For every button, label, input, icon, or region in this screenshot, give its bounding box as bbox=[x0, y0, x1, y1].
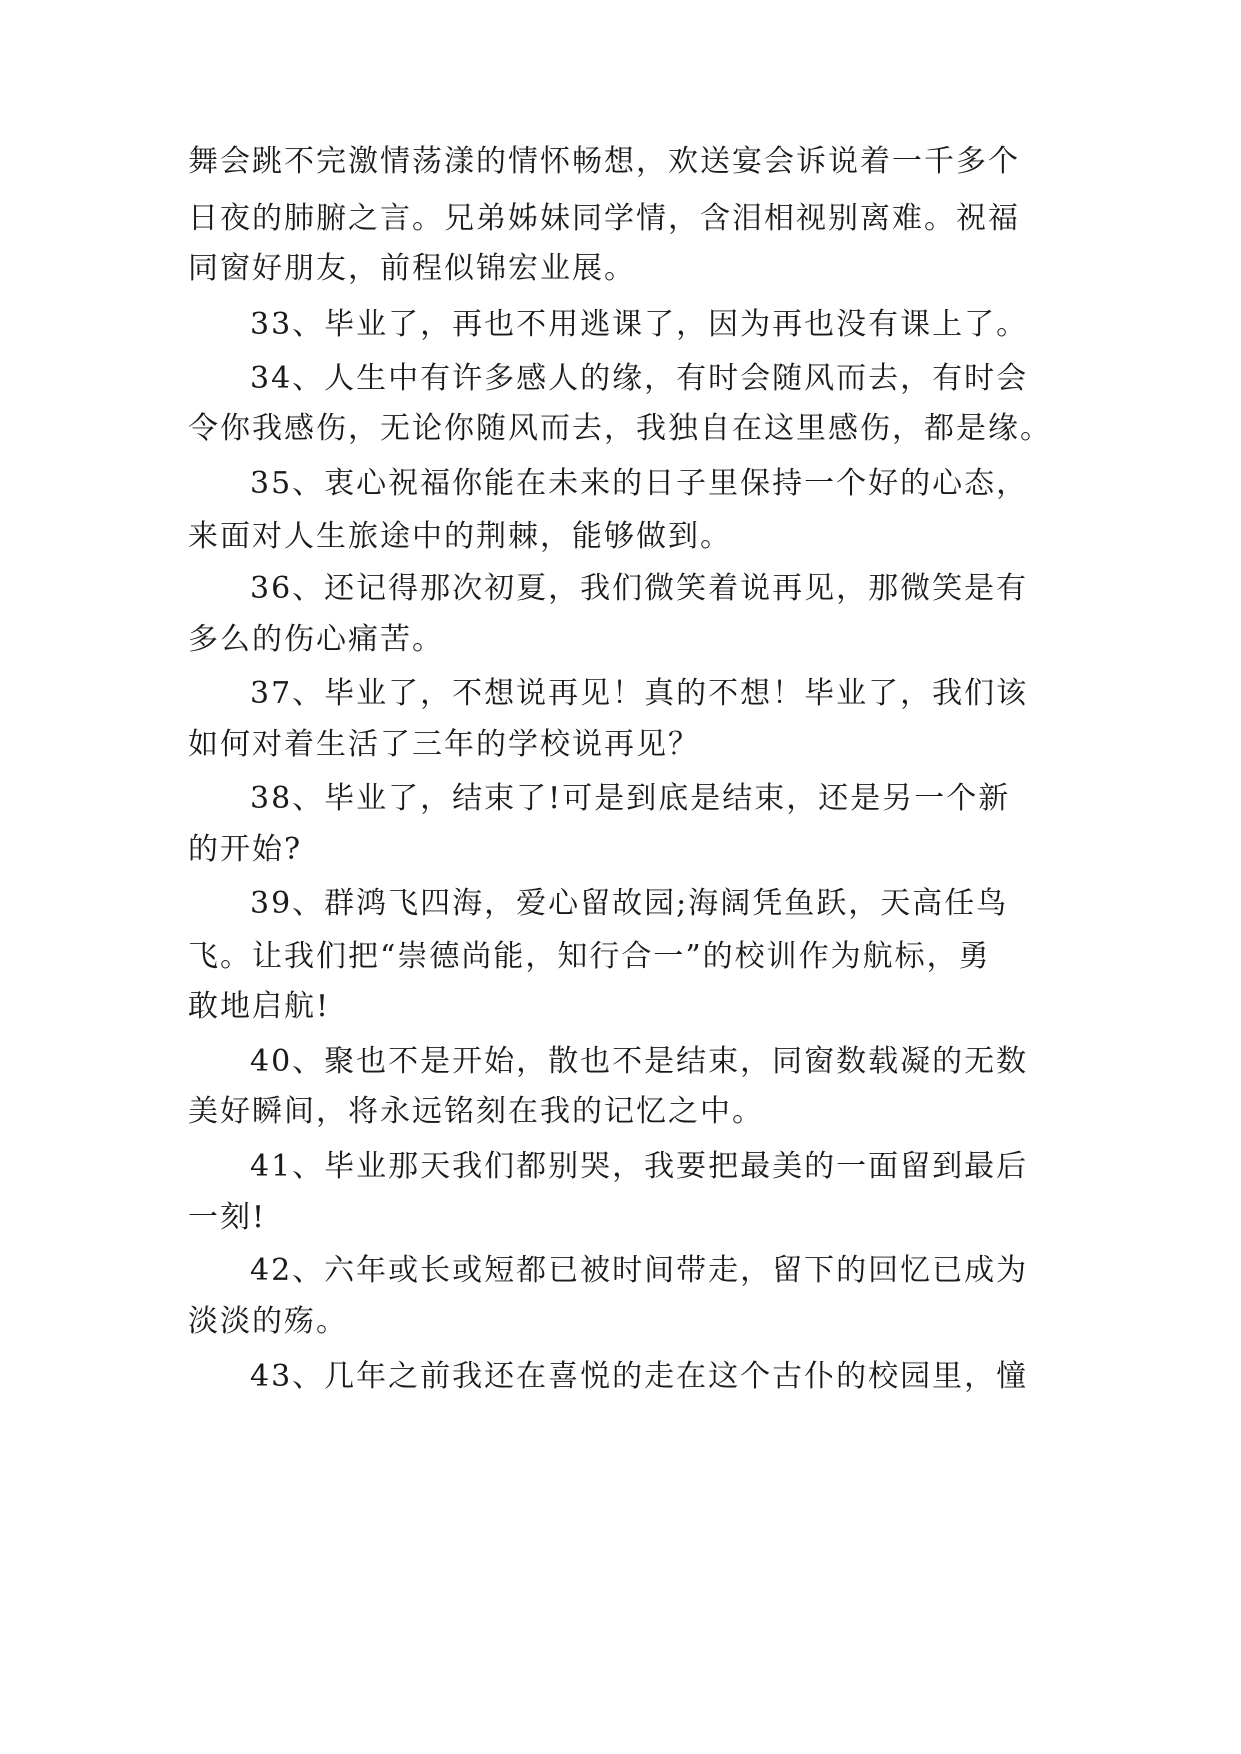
text-line: 淡淡的殇。 bbox=[188, 1304, 348, 1339]
text-line: 来面对人生旅途中的荆棘，能够做到。 bbox=[188, 519, 732, 554]
text-line: 一刻! bbox=[188, 1200, 267, 1235]
text-line: 同窗好朋友，前程似锦宏业展。 bbox=[188, 251, 636, 286]
text-line: 的开始? bbox=[188, 832, 303, 867]
text-line: 37、毕业了，不想说再见！真的不想！毕业了，我们该 bbox=[250, 676, 1029, 711]
text-line: 42、六年或长或短都已被时间带走，留下的回忆已成为 bbox=[250, 1253, 1029, 1288]
text-line: 40、聚也不是开始，散也不是结束，同窗数载凝的无数 bbox=[250, 1044, 1029, 1079]
text-line: 41、毕业那天我们都别哭，我要把最美的一面留到最后 bbox=[250, 1149, 1029, 1184]
text-line: 39、群鸿飞四海，爱心留故园;海阔凭鱼跃，天高任鸟 bbox=[250, 886, 1009, 921]
text-line: 飞。让我们把“崇德尚能，知行合一”的校训作为航标，勇 bbox=[188, 939, 991, 974]
text-line: 日夜的肺腑之言。兄弟姊妹同学情，含泪相视别离难。祝福 bbox=[188, 201, 1020, 236]
text-line: 舞会跳不完激情荡漾的情怀畅想，欢送宴会诉说着一千多个 bbox=[188, 144, 1020, 179]
text-line: 43、几年之前我还在喜悦的走在这个古仆的校园里，憧 bbox=[250, 1359, 1029, 1394]
text-line: 36、还记得那次初夏，我们微笑着说再见，那微笑是有 bbox=[250, 571, 1029, 606]
text-line: 38、毕业了，结束了!可是到底是结束，还是另一个新 bbox=[250, 781, 1011, 816]
text-line: 令你我感伤，无论你随风而去，我独自在这里感伤，都是缘。 bbox=[188, 411, 1052, 446]
text-line: 美好瞬间，将永远铭刻在我的记忆之中。 bbox=[188, 1094, 764, 1129]
text-line: 敢地启航! bbox=[188, 989, 331, 1024]
text-line: 如何对着生活了三年的学校说再见？ bbox=[188, 727, 700, 762]
text-line: 34、人生中有许多感人的缘，有时会随风而去，有时会 bbox=[250, 361, 1029, 396]
text-line: 35、衷心祝福你能在未来的日子里保持一个好的心态， bbox=[250, 466, 1029, 501]
text-line: 多么的伤心痛苦。 bbox=[188, 622, 444, 657]
text-line: 33、毕业了，再也不用逃课了，因为再也没有课上了。 bbox=[250, 307, 1029, 342]
